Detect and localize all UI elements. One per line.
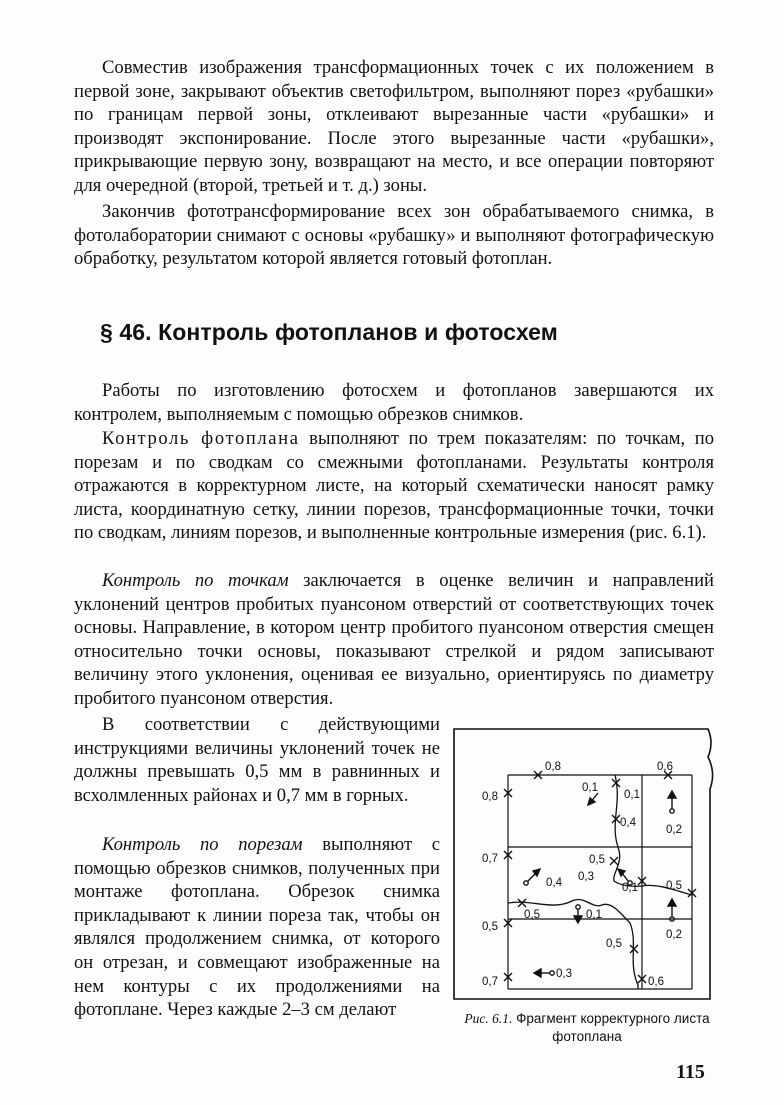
paragraph-4: Контроль фотоплана выполняют по трем показателям: по точкам, по порезам и по сводкам со смежными фотопланами. Результаты контроля отражаются в корректурном листе, на который схематически наносят рамку листа, координатную сетку, линии порезов, трансформационные точки, точки по сводкам, линиям порезов, и выполненные контрольные измерения (рис. 6.1). (74, 428, 715, 544)
label-r-02b: 0,2 (666, 929, 682, 941)
label-c-03a: 0,3 (578, 871, 594, 883)
italic-term: Контроль по точкам (102, 570, 289, 591)
label-r-02a: 0,2 (666, 824, 682, 836)
caption-label: Рис. 6.1. (464, 1011, 513, 1026)
label-bot-03: 0,3 (556, 968, 572, 980)
label-left-07: 0,7 (482, 853, 498, 865)
label-c-01a: 0,1 (582, 782, 598, 794)
paragraph-5: Контроль по точкам заключается в оценке величин и направлений уклонений центров пробитых пуансоном отверстий от соответствующих точек основы. Направление, в котором центр пробитого пуансоном отверстия смещен относительно точки основы, показывают стрелкой и рядом записывают величину этого уклонения, оценивая ее визуально, ориентируясь по диаметру пробитого пуансоном отверстия. (74, 570, 714, 709)
label-c-04b: 0,4 (546, 877, 562, 889)
figure-caption (452, 1010, 722, 1046)
label-c-04a: 0,4 (620, 817, 636, 829)
page-number: 115 (676, 1061, 705, 1083)
paragraph-2: Закончив фототрансформирование всех зон обрабатываемого снимка, в фотолаборатории снимают с основы «рубашку» и выполняют фотографическую обработку, результатом которой является готовый фотоплан. (74, 201, 714, 270)
label-c-05a: 0,5 (589, 854, 605, 866)
caption-text: Фрагмент корректурного листа фотоплана (516, 1011, 710, 1044)
label-top-06: 0,6 (657, 761, 673, 773)
paragraph-3: Работы по изготовлению фотосхем и фотопланов завершаются их контролем, выполняемым с помощью обрезков снимков. (74, 380, 714, 425)
section-heading: § 46. Контроль фотопланов и фотосхем (100, 319, 558, 345)
paragraph-6: В соответствии с действующими инструкциями величины уклонений точек не должны превышать 0,5 мм в равнинных и всхолмленных районах и 0,7 мм в горных. (74, 714, 440, 806)
label-left-05: 0,5 (482, 921, 498, 933)
paragraph-1: Совместив изображения трансформационных точек с их положением в первой зоне, закрывают объектив светофильтром, выполняют порез «рубашки» по границам первой зоны, отклеивают вырезанные части «рубашки» и производят экспонирование. После этого вырезанные части «рубашки», прикрывающие первую зону, возвращают на место, и все операции повторяют для очередной (второй, третьей и т. д.) зоны. (74, 57, 714, 196)
correction-sheet-diagram (452, 723, 718, 1003)
paragraph-7: Контроль по порезам выполняют с помощью обрезков снимков, полученных при монтаже фотоплана. Обрезок снимка прикладывают к линии пореза так, чтобы он являлся продолжением снимка, от которого он отрезан, и совмещают изображенные на нем контуры с их продолжениями на фотоплане. Через каждые 2–3 см делают (74, 834, 440, 1021)
spaced-term: Контроль фотоплана (102, 428, 300, 449)
label-c-01c: 0,1 (622, 882, 638, 894)
label-c-01d: 0,1 (586, 909, 602, 921)
label-bot-06: 0,6 (648, 976, 664, 988)
coordinate-grid (508, 775, 692, 989)
label-left-08: 0,8 (482, 791, 498, 803)
label-c-05c: 0,5 (606, 938, 622, 950)
label-bot-07: 0,7 (482, 976, 498, 988)
label-c-05b: 0,5 (524, 909, 540, 921)
label-r-05: 0,5 (666, 880, 682, 892)
italic-term: Контроль по порезам (102, 834, 303, 855)
label-c-01b: 0,1 (624, 789, 640, 801)
cut-lines (508, 775, 692, 989)
label-top-08: 0,8 (545, 761, 561, 773)
